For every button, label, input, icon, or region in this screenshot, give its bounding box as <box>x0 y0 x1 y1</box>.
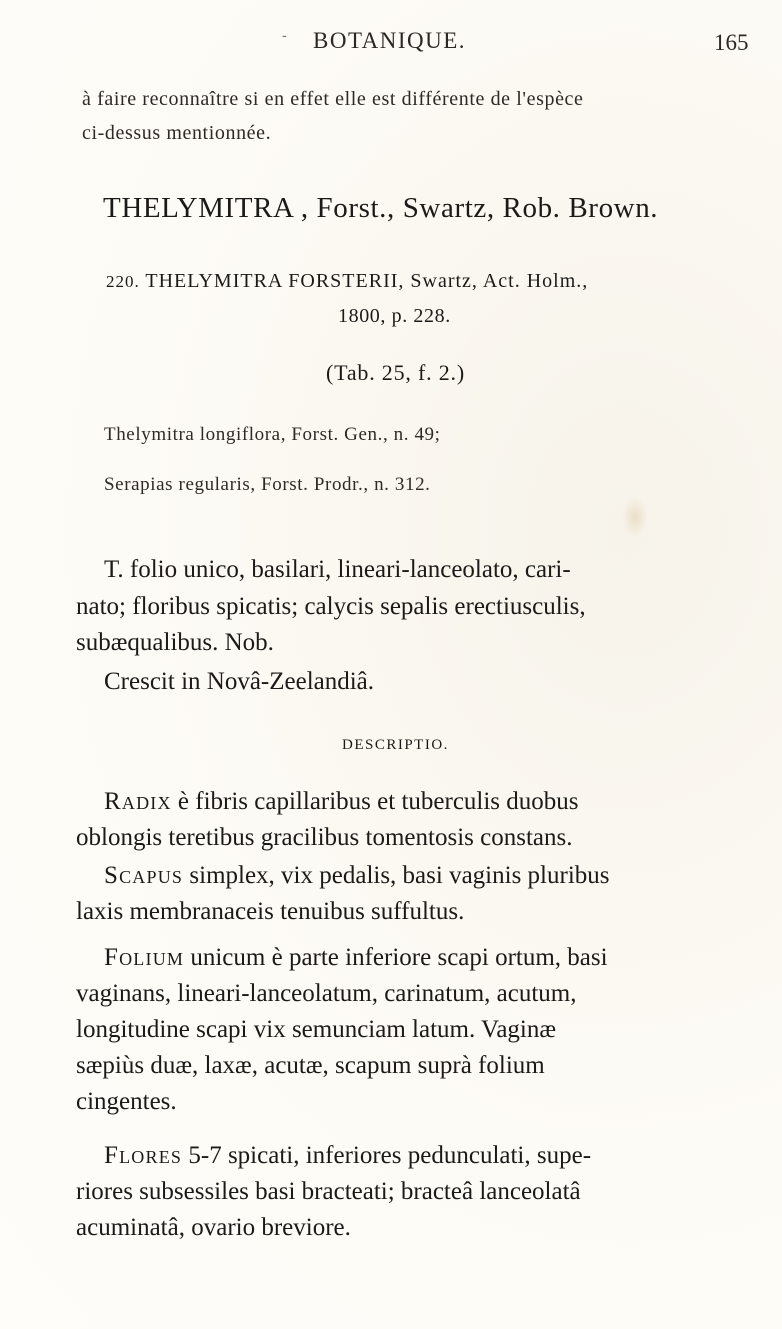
diagnosis-line: nato; floribus spicatis; calycis sepalis erectiusculis, <box>76 592 586 620</box>
intro-line: ci-dessus mentionnée. <box>82 122 272 144</box>
species-number: 220. <box>106 272 140 291</box>
species-citation: 1800, p. 228. <box>338 305 451 327</box>
term-radix: Radix <box>104 788 172 815</box>
description-line: simplex, vix pedalis, basi vaginis pluribus <box>183 862 610 889</box>
description-flores <box>76 1138 752 1246</box>
page-number: 165 <box>714 30 749 55</box>
description-line: è fibris capillaribus et tuberculis duobus <box>171 788 579 815</box>
species-entry <box>106 270 588 293</box>
description-line: sæpiùs duæ, laxæ, acutæ, scapum suprà folium <box>76 1052 545 1079</box>
synonym: Thelymitra longiflora, Forst. Gen., n. 49; <box>104 424 441 445</box>
plate-reference: (Tab. 25, f. 2.) <box>326 360 465 385</box>
synonym: Serapias regularis, Forst. Prodr., n. 312. <box>104 474 431 495</box>
intro-paragraph <box>82 82 754 150</box>
species-name: THELYMITRA FORSTERII, Swartz, Act. Holm., <box>145 270 589 292</box>
description-line: oblongis teretibus gracilibus tomentosis constans. <box>76 824 573 851</box>
running-head-title: BOTANIQUE. <box>313 28 467 53</box>
description-line: cingentes. <box>76 1088 177 1115</box>
description-line: longitudine scapi vix semunciam latum. Vaginæ <box>76 1016 557 1043</box>
diagnosis-line: subæqualibus. Nob. <box>76 629 274 656</box>
description-line: 5-7 spicati, inferiores pedunculati, supe- <box>182 1142 592 1169</box>
description-line: acuminatâ, ovario breviore. <box>76 1214 351 1241</box>
intro-line: à faire reconnaître si en effet elle est différente de l'espèce <box>82 88 584 110</box>
section-heading: DESCRIPTIO. <box>342 737 449 753</box>
description-line: laxis membranaceis tenuibus suffultus. <box>76 898 465 925</box>
term-flores: Flores <box>104 1142 183 1169</box>
description-line: unicum è parte inferiore scapi ortum, basi <box>184 944 608 971</box>
description-radix <box>76 784 752 856</box>
diagnosis-line: T. folio unico, basilari, lineari-lanceolato, cari- <box>104 556 571 583</box>
description-line: vaginans, lineari-lanceolatum, carinatum, acutum, <box>76 980 577 1007</box>
description-line: riores subsessiles basi bracteati; bracteâ lanceolatâ <box>76 1178 581 1205</box>
term-folium: Folium <box>104 944 185 971</box>
running-head-dash: - <box>282 28 287 44</box>
diagnosis <box>76 552 752 662</box>
description-folium <box>76 940 752 1120</box>
description-scapus <box>76 858 752 930</box>
term-scapus: Scapus <box>104 862 184 889</box>
paper-stain <box>622 497 648 537</box>
genus-heading: THELYMITRA , Forst., Swartz, Rob. Brown. <box>103 192 659 224</box>
locality: Crescit in Novâ-Zeelandiâ. <box>104 668 375 695</box>
